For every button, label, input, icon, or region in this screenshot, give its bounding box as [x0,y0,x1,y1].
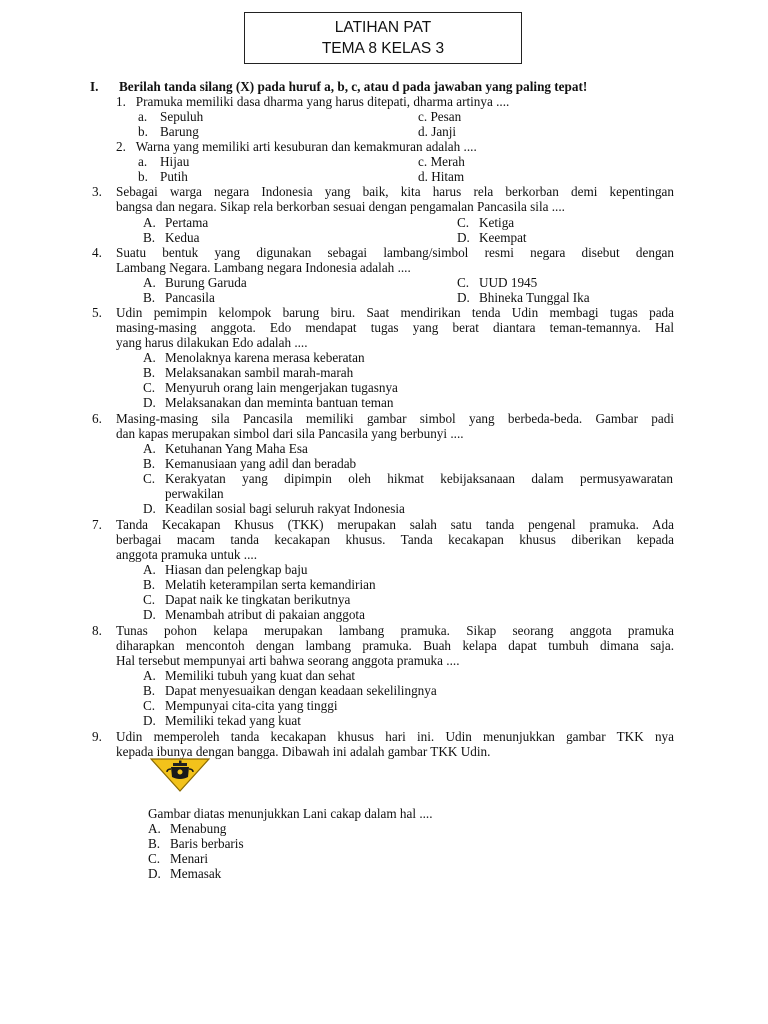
option-text: Ketuhanan Yang Maha Esa [165,441,308,456]
option-a [148,821,226,836]
question-line: bangsa dan negara. Sikap rela berkorban sesuai dengan pengamalan Pancasila sila .... [116,199,565,215]
question-number: 7. [92,517,102,532]
option-text: Kerakyatan yang dipimpin oleh hikmat kebijaksanaan dalam permusyawaratan [165,471,673,486]
question-line: Tunas pohon kelapa merupakan lambang pramuka. Sikap seorang anggota pramuka [116,623,674,638]
option-key: B. [143,683,156,698]
option-text: Melaksanakan sambil marah-marah [165,365,354,380]
option-d [143,395,394,410]
option-key: a. [138,109,148,124]
option-text: Janji [431,124,457,139]
option-text: Menabung [170,821,227,836]
option-key: C. [143,592,156,607]
option-b [143,456,356,471]
option-text: Menari [170,851,209,866]
option-key: B. [143,365,156,380]
question-number: 2. [116,139,126,154]
option-text: Memiliki tubuh yang kuat dan sehat [165,668,356,683]
question-line: Udin pemimpin kelompok barung biru. Saat mendirikan tenda Udin membagi tugas pada [116,305,674,320]
option-text: Pancasila [165,290,215,305]
option-text: Kemanusiaan yang adil dan beradab [165,456,357,471]
question-6 [92,411,674,441]
option-key: D. [143,501,156,516]
option-key: B. [148,836,161,851]
option-text: Menambah atribut di pakaian anggota [165,607,365,622]
pot-mark [178,770,183,775]
question-line: anggota pramuka untuk .... [116,547,257,563]
option-d [457,230,527,245]
question-number: 9. [92,729,102,744]
option-key: A. [143,668,156,683]
option-text: Hiasan dan pelengkap baju [165,562,308,577]
title-line-1: LATIHAN PAT [334,19,432,36]
option-text: Putih [160,169,188,184]
option-key: A. [143,275,156,290]
option-text: Pertama [165,215,209,230]
option-key: D. [143,395,156,410]
question-3 [92,184,674,214]
question-line: Lambang Negara. Lambang negara Indonesia adalah .... [116,260,411,276]
title-box [244,12,522,64]
option-text: Melaksanakan dan meminta bantuan teman [165,395,394,410]
option-text: Kedua [165,230,200,245]
option-key: B. [143,577,156,592]
option-b [138,124,199,139]
option-d [143,501,405,516]
option-text: Memasak [170,866,222,881]
question-text: Pramuka memiliki dasa dharma yang harus ditepati, dharma artinya .... [135,94,510,109]
option-key: C. [457,275,470,290]
option-text: Pesan [430,109,462,124]
question-number: 4. [92,245,102,260]
option-text-cont: perwakilan [165,486,224,501]
option-key: A. [143,562,156,577]
option-text: Melatih keterampilan serta kemandirian [165,577,376,592]
question-line: yang harus dilakukan Edo adalah .... [116,335,308,351]
tkk-badge-icon [150,758,210,792]
option-key: D. [457,230,470,245]
option-text: Baris berbaris [170,836,244,851]
question-7 [92,517,674,563]
question-5 [92,305,674,351]
option-text: UUD 1945 [479,275,538,290]
question-number: 8. [92,623,102,638]
option-text: Menyuruh orang lain mengerjakan tugasnya [165,380,398,395]
question-number: 5. [92,305,102,320]
option-b [143,230,199,245]
option-key: A. [143,215,156,230]
option-text: Ketiga [479,215,515,230]
option-key: D. [143,607,156,622]
option-d [143,607,365,622]
option-c [143,698,338,713]
question-text: Warna yang memiliki arti kesuburan dan kemakmuran adalah .... [135,139,477,154]
option-text: Merah [430,154,465,169]
question-line: Sebagai warga negara Indonesia yang baik, kita harus rela berkorban demi kepentingan [116,184,674,199]
question-line: kepada ibunya dengan bangga. Dibawah ini adalah gambar TKK Udin. [116,744,491,760]
question-number: 6. [92,411,102,426]
question-line: dan kapas merupakan simbol dari sila Pancasila yang berbunyi .... [116,426,464,442]
question-line: Hal tersebut mempunyai arti bahwa seorang anggota pramuka .... [116,653,460,669]
question-line: Udin memperoleh tanda kecakapan khusus hari ini. Udin menunjukkan gambar TKK nya [116,729,674,744]
option-b [143,683,437,698]
option-key: C. [143,471,156,486]
prompt-text: Gambar diatas menunjukkan Lani cakap dalam hal .... [148,806,433,821]
pot-knob [179,761,182,764]
option-key: B. [143,290,156,305]
option-text: Dapat naik ke tingkatan berikutnya [165,592,351,607]
option-c [457,275,537,290]
option-key: C. [143,698,156,713]
option-b [138,169,188,184]
option-text: Mempunyai cita-cita yang tinggi [165,698,338,713]
option-key: b. [138,124,148,139]
option-key: d. [418,169,428,184]
question-line: berbagai macam tanda kecakapan khusus. Tanda kecakapan khusus diberikan kepada [116,532,674,548]
option-text: Dapat menyesuaikan dengan keadaan sekelilingnya [165,683,437,698]
option-a [143,668,355,683]
option-key: D. [148,866,161,881]
option-key: C. [148,851,161,866]
option-c [143,380,398,395]
option-text: Memiliki tekad yang kuat [165,713,301,728]
option-text: Menolaknya karena merasa keberatan [165,350,365,365]
option-text: Sepuluh [160,109,204,124]
option-key: b. [138,169,148,184]
option-key: c. [418,154,428,169]
option-c [457,215,514,230]
question-1 [116,94,509,109]
question-8 [92,623,674,669]
option-d [148,866,221,881]
option-text: Hijau [160,154,190,169]
section-number: I. [90,79,99,94]
option-key: B. [143,456,156,471]
option-d [418,124,456,139]
option-text: Hitam [431,169,465,184]
question-number: 1. [116,94,126,109]
option-c [148,851,208,866]
option-c [418,154,465,169]
option-b [148,836,244,851]
option-a [143,441,308,456]
option-c [418,109,461,124]
question-number: 3. [92,184,102,199]
option-a [143,562,307,577]
option-b [143,577,376,592]
question-4 [92,245,674,275]
question-9-prompt [148,806,433,821]
section-text: Berilah tanda silang (X) pada huruf a, b, c, atau d pada jawaban yang paling tepat! [119,79,588,94]
title-line-2: TEMA 8 KELAS 3 [321,40,445,57]
option-key: d. [418,124,428,139]
option-a [143,275,247,290]
question-line: Tanda Kecakapan Khusus (TKK) merupakan salah satu tanda pengenal pramuka. Ada [116,517,674,532]
option-key: A. [148,821,161,836]
question-9 [92,729,674,759]
option-text: Keempat [479,230,527,245]
question-line: Suatu bentuk yang digunakan sebagai lambang/simbol resmi negara disebut dengan [116,245,674,260]
option-b [143,290,215,305]
option-key: A. [143,441,156,456]
option-key: C. [143,380,156,395]
option-key: c. [418,109,428,124]
option-a [143,350,365,365]
question-2 [116,139,477,154]
question-line: masing-masing anggota. Edo mendapat tugas yang berat diantara teman-temannya. Hal [116,320,674,336]
option-key: C. [457,215,470,230]
question-line: diharapkan mencontoh dengan lambang pramuka. Buah kelapa dapat tumbuh dimana saja. [116,638,674,654]
question-line: Masing-masing sila Pancasila memiliki gambar simbol yang berbeda-beda. Gambar padi [116,411,674,426]
option-a [138,154,189,169]
option-d [457,290,590,305]
option-a [138,109,203,124]
option-a [143,215,208,230]
option-text: Bhineka Tunggal Ika [479,290,590,305]
option-d [418,169,464,184]
option-key: A. [143,350,156,365]
option-key: D. [457,290,470,305]
option-b [143,365,353,380]
option-c [143,471,673,501]
option-c [143,592,350,607]
option-text: Barung [160,124,199,139]
option-d [143,713,301,728]
option-text: Burung Garuda [165,275,247,290]
option-key: B. [143,230,156,245]
option-key: a. [138,154,148,169]
option-key: D. [143,713,156,728]
option-text: Keadilan sosial bagi seluruh rakyat Indonesia [165,501,405,516]
